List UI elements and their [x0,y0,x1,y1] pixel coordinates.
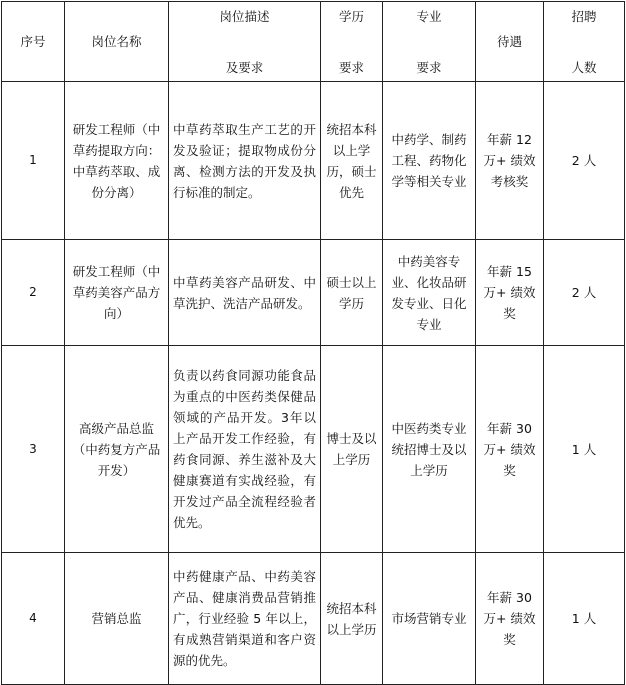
row-count: 2 人 [544,240,625,346]
table-row [2,553,625,685]
header-count-line1: 招聘 [571,8,597,24]
row-education: 博士及以上学历 [321,346,383,553]
header-major-line2: 要求 [416,59,442,75]
header-pay: 待遇 [476,2,544,82]
row-description: 负责以药食同源功能食品为重点的中医药类保健品领域的产品开发。3年以上产品开发工作经验，有药食同源、养生滋补及大健康赛道有实战经验，有开发过产品全流程经验者优先。 [169,346,321,553]
row-no: 2 [2,240,65,346]
row-description: 中草药美容产品研发、中草洗护、洗洁产品研发。 [169,240,321,346]
row-pay: 年薪 30 万+ 绩效奖 [476,553,544,685]
row-position-name: 营销总监 [65,553,169,685]
header-desc-line1: 岗位描述 [219,8,270,24]
header-no: 序号 [2,2,65,82]
row-count: 1 人 [544,553,625,685]
row-no: 1 [2,82,65,240]
row-no: 4 [2,553,65,685]
header-edu-line2: 要求 [338,59,364,75]
table-row [2,346,625,553]
recruitment-table [1,1,625,685]
header-edu-line1: 学历 [338,8,364,24]
row-pay: 年薪 12 万+ 绩效考核奖 [476,82,544,240]
header-major [383,2,476,82]
row-major: 中药学、制药工程、药物化学等相关专业 [383,82,476,240]
row-pay: 年薪 15 万+ 绩效奖 [476,240,544,346]
header-row [2,2,625,82]
row-position-name: 高级产品总监（中药复方产品开发） [65,346,169,553]
header-count-line2: 人数 [571,59,597,75]
row-major: 中药美容专业、化妆品研发专业、日化专业 [383,240,476,346]
row-position-name: 研发工程师（中草药美容产品方向） [65,240,169,346]
row-major: 中医药类专业统招博士及以上学历 [383,346,476,553]
table-row [2,240,625,346]
header-desc [169,2,321,82]
row-pay: 年薪 30 万+ 绩效奖 [476,346,544,553]
row-major: 市场营销专业 [383,553,476,685]
header-count [544,2,625,82]
row-education: 统招本科以上学历，硕士优先 [321,82,383,240]
header-edu [321,2,383,82]
row-no: 3 [2,346,65,553]
row-education: 硕士以上学历 [321,240,383,346]
row-count: 1 人 [544,346,625,553]
row-count: 2 人 [544,82,625,240]
header-name: 岗位名称 [65,2,169,82]
row-description: 中草药萃取生产工艺的开发及验证；提取物成份分离、检测方法的开发及执行标准的制定。 [169,82,321,240]
header-major-line1: 专业 [416,8,442,24]
table-row [2,82,625,240]
row-description: 中药健康产品、中药美容产品、健康消费品营销推广，行业经验 5 年以上，有成熟营销渠道和客户资源的优先。 [169,553,321,685]
row-education: 统招本科以上学历 [321,553,383,685]
row-position-name: 研发工程师（中草药提取方向：中草药萃取、成份分离） [65,82,169,240]
header-desc-line2: 及要求 [225,59,264,75]
